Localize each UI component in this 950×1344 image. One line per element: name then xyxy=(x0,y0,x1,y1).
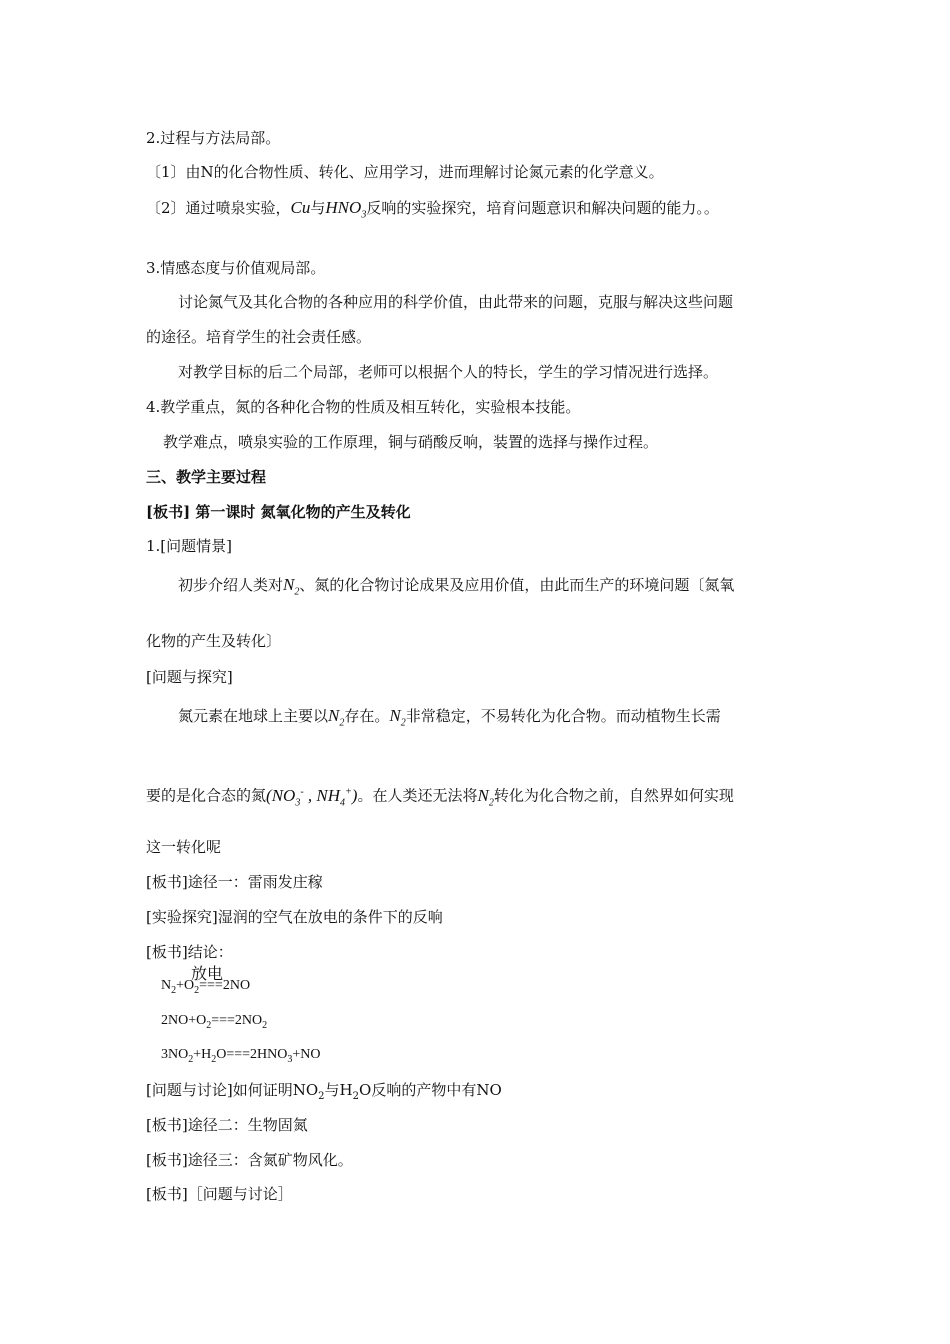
formula-n2: $N_2$ xyxy=(283,575,300,598)
section-heading-process-method: 2.过程与方法局部。 xyxy=(146,129,281,147)
blackboard-line: [板书]途径一：雷雨发庄稼 xyxy=(146,873,323,891)
formula-n2: $N_2$ xyxy=(477,785,494,809)
equation-2: $2NO+O_2===2NO_2$ xyxy=(161,1013,268,1031)
text: 与 xyxy=(310,199,326,217)
subheading: 1.[问题情景] xyxy=(146,537,233,555)
section-heading-main-process: 三、教学主要过程 xyxy=(146,468,267,486)
equation-1: $N_2+O_2===2NO$ xyxy=(161,978,251,996)
paragraph: 这一转化呢 xyxy=(146,838,222,856)
paragraph: 〔1〕由N的化合物性质、转化、应用学习，进而理解讨论氮元素的化学意义。 xyxy=(146,163,664,181)
formula-hno3: $HNO_3$ xyxy=(325,198,367,221)
text: 反响的实验探究，培育问题意识和解决问题的能力。。 xyxy=(366,199,719,217)
condition-label-discharge: 放电 xyxy=(191,964,224,983)
paragraph xyxy=(146,198,719,225)
paragraph: 化物的产生及转化〕 xyxy=(146,632,282,650)
blackboard-title: [板书] 第一课时 氮氧化物的产生及转化 xyxy=(146,503,411,521)
subheading: [问题与探究] xyxy=(146,668,233,686)
blackboard-line: [板书]途径二：生物固氮 xyxy=(146,1116,308,1134)
discussion-line: [问题与讨论]如何证明$NO_2$与$H_2O$反响的产物中有NO xyxy=(146,1081,502,1102)
experiment-line: [实验探究]湿润的空气在放电的条件下的反响 xyxy=(146,908,443,926)
formula-no3-nh4: ($NO_3^-$ , $NH_4^+$) xyxy=(266,785,358,809)
formula-n2: $N_2$ xyxy=(389,706,406,729)
section-heading-key-points: 4.教学重点，氮的各种化合物的性质及相互转化，实验根本技能。 xyxy=(146,398,581,416)
formula-n2: $N_2$ xyxy=(328,706,345,729)
equation-3: $3NO_2+H_2O===2HNO_3+NO$ xyxy=(161,1047,321,1065)
formula-cu: Cu xyxy=(290,198,311,217)
paragraph: 对教学目标的后二个局部，老师可以根据个人的特长，学生的学习情况进行选择。 xyxy=(178,363,719,381)
paragraph: 初步介绍人类对$N_2$、氮的化合物讨论成果及应用价值，由此而生产的环境问题〔氮氧 xyxy=(178,575,735,598)
section-heading-emotion: 3.情感态度与价值观局部。 xyxy=(146,259,326,277)
blackboard-line: [板书]结论： xyxy=(146,943,233,961)
paragraph: 氮元素在地球上主要以$N_2$存在。$N_2$非常稳定，不易转化为化合物。而动植物生长需 xyxy=(178,706,721,729)
paragraph: 教学难点，喷泉实验的工作原理，铜与硝酸反响，装置的选择与操作过程。 xyxy=(163,433,659,451)
paragraph: 讨论氮气及其化合物的各种应用的科学价值，由此带来的问题，克服与解决这些问题 xyxy=(178,293,734,311)
blackboard-line: [板书]途径三：含氮矿物风化。 xyxy=(146,1151,353,1169)
paragraph: 要的是化合态的氮($NO_3^-$ , $NH_4^+$)。在人类还无法将$N_2$转化为化合物之前，自然界如何实现 xyxy=(146,785,734,809)
paragraph: 的途径。培育学生的社会责任感。 xyxy=(146,328,372,346)
text: 〔2〕通过喷泉实验， xyxy=(146,199,291,217)
blackboard-line: [板书]［问题与讨论］ xyxy=(146,1185,293,1203)
